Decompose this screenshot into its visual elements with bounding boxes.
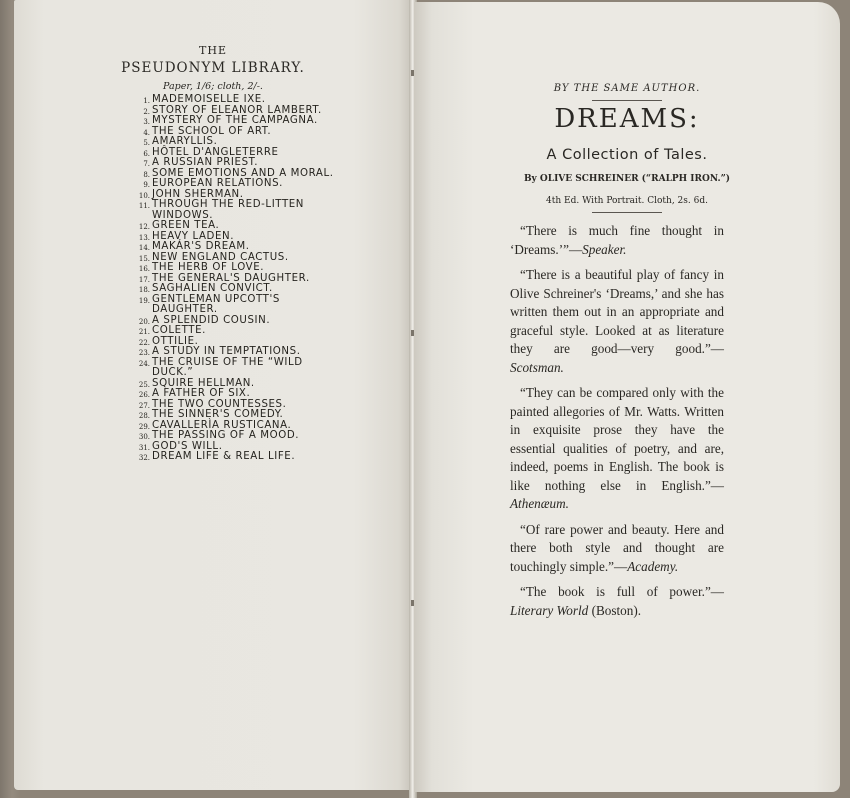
book-number: 21. <box>138 328 150 336</box>
book-title-entry: A STUDY IN TEMPTATIONS. <box>152 346 301 357</box>
book-title-entry: STORY OF ELEANOR LAMBERT. <box>152 104 322 116</box>
book-list-item <box>136 179 336 190</box>
book-title-entry: THROUGH THE RED-LITTEN WINDOWS. <box>152 199 305 221</box>
series-price: Paper, 1/6; cloth, 2/-. <box>163 81 263 92</box>
book-list-item <box>136 389 336 400</box>
book-title-entry: SAGHALIEN CONVICT. <box>152 283 273 294</box>
book-number: 7. <box>143 160 150 168</box>
book-number: 10. <box>138 191 150 200</box>
book-list-item <box>136 452 336 463</box>
book-title-entry: AMARYLLIS. <box>152 136 218 147</box>
book-title-entry: HEAVY LADEN. <box>152 230 235 242</box>
book-title-entry: A RUSSIAN PRIEST. <box>152 157 259 168</box>
book-title-entry: THE PASSING OF A MOOD. <box>152 430 300 441</box>
review-source-location: (Boston). <box>588 602 642 618</box>
book-number: 2. <box>143 107 150 116</box>
review-source: Speaker. <box>582 241 627 257</box>
book-list-item <box>136 221 336 232</box>
book-title-entry: THE SINNER'S COMEDY. <box>152 409 284 420</box>
book-title-entry: JOHN SHERMAN. <box>152 188 244 200</box>
book-number: 15. <box>138 254 150 263</box>
book-subtitle: A Collection of Tales. <box>546 147 708 163</box>
book-title-entry: HÔTEL D'ANGLETERRE <box>152 146 279 158</box>
book-list-item <box>136 295 336 316</box>
book-title-entry: MADEMOISELLE IXE. <box>152 94 266 105</box>
book-title-entry: THE HERB OF LOVE. <box>152 262 265 273</box>
book-list-item <box>136 95 336 106</box>
book-title-entry: GENTLEMAN UPCOTT'S DAUGHTER. <box>152 293 280 315</box>
book-title-entry: A FATHER OF SIX. <box>152 388 251 399</box>
review-text: “Of rare power and beauty. Here and there both style and thought are touchingly simple.”— <box>510 521 724 574</box>
book-number: 18. <box>138 286 150 294</box>
book-list-item <box>136 358 336 379</box>
book-title-entry: THE SCHOOL OF ART. <box>152 125 272 137</box>
book-list-item <box>136 242 336 253</box>
left-page <box>14 0 412 790</box>
book-list-item <box>136 431 336 442</box>
book-title-entry: GOD'S WILL. <box>152 440 223 452</box>
book-number: 19. <box>138 296 150 305</box>
book-number: 16. <box>138 265 150 273</box>
book-number: 26. <box>138 391 150 399</box>
review-source: Scotsman. <box>510 359 564 375</box>
book-number: 30. <box>138 433 150 441</box>
book-title-entry: MYSTERY OF THE CAMPAGNA. <box>152 115 318 126</box>
same-author-heading: BY THE SAME AUTHOR. <box>553 83 701 94</box>
divider-rule <box>592 212 662 213</box>
book-list-item <box>136 116 336 127</box>
book-number: 5. <box>143 139 150 147</box>
book-title-entry: SOME EMOTIONS AND A MORAL. <box>152 167 334 179</box>
book-list-item <box>136 326 336 337</box>
book-list-item <box>136 347 336 358</box>
book-number: 14. <box>138 244 150 252</box>
book-list <box>136 95 336 463</box>
review-source: Athenæum. <box>510 496 569 511</box>
book-number: 3. <box>143 118 150 126</box>
review-quote <box>510 222 724 259</box>
book-title-entry: NEW ENGLAND CACTUS. <box>152 251 289 263</box>
book-number: 20. <box>138 317 150 326</box>
book-list-item <box>136 137 336 148</box>
book-title-entry: COLETTE. <box>152 325 206 336</box>
book-number: 23. <box>138 349 150 357</box>
review-source: Academy. <box>627 558 679 574</box>
review-text: “There is a beautiful play of fancy in Olive Schreiner's ‘Dreams,’ and she has written them out in an appropriate and graceful style. Looked at as literature they are good—very good.”— <box>510 267 724 356</box>
book-list-item <box>136 410 336 421</box>
book-number: 31. <box>138 443 150 452</box>
book-number: 12. <box>138 223 150 231</box>
review-source: Literary World <box>510 602 589 618</box>
book-number: 28. <box>138 412 150 420</box>
book-number: 22. <box>138 338 150 347</box>
book-number: 25. <box>138 380 150 389</box>
book-title-entry: OTTILIE. <box>152 335 199 347</box>
book-title: DREAMS: <box>554 104 700 134</box>
book-number: 9. <box>143 181 150 189</box>
book-number: 1. <box>143 97 150 105</box>
book-title-entry: THE GENERAL'S DAUGHTER. <box>152 272 310 284</box>
book-number: 6. <box>143 149 150 158</box>
book-number: 13. <box>138 233 150 242</box>
review-quote <box>510 266 724 377</box>
book-title-entry: THE CRUISE OF THE “WILD DUCK.” <box>152 356 303 378</box>
book-title-entry: CAVALLERÌA RUSTICANA. <box>152 419 292 431</box>
review-text: “There is much fine thought in ‘Dreams.’”— <box>510 223 724 257</box>
review-quote <box>510 384 724 514</box>
book-number: 11. <box>138 202 150 210</box>
book-title-entry: EUROPEAN RELATIONS. <box>152 178 283 189</box>
book-number: 4. <box>143 128 150 137</box>
book-number: 24. <box>138 359 150 368</box>
series-the: THE <box>199 44 227 57</box>
review-text: “The book is full of power.”— <box>520 584 724 599</box>
book-list-item <box>136 284 336 295</box>
review-quote <box>510 583 724 620</box>
book-number: 27. <box>138 401 150 410</box>
book-number: 32. <box>138 454 150 462</box>
book-title-entry: DREAM LIFE & REAL LIFE. <box>152 451 296 462</box>
book-number: 29. <box>138 422 150 431</box>
review-text: “They can be compared only with the painted allegories of Mr. Watts. Written in exquisite prose they have the essential qualities of poetry, and are, indeed, poems in English. The book is like nothing else in English.”— <box>510 385 724 493</box>
book-number: 17. <box>138 275 150 284</box>
series-name: PSEUDONYM LIBRARY. <box>121 60 305 76</box>
book-title-entry: SQUIRE HELLMAN. <box>152 377 255 389</box>
book-title-entry: MAKÁR'S DREAM. <box>152 241 250 252</box>
press-reviews <box>510 222 724 627</box>
book-title-entry: GREEN TEA. <box>152 220 220 231</box>
edition-info: 4th Ed. With Portrait. Cloth, 2s. 6d. <box>546 196 708 206</box>
divider-rule <box>592 100 662 101</box>
book-list-item <box>136 158 336 169</box>
book-list-item <box>136 200 336 221</box>
book-list-item <box>136 263 336 274</box>
author-byline: By OLIVE SCHREINER (“RALPH IRON.”) <box>523 174 731 184</box>
book-title-entry: A SPLENDID COUSIN. <box>152 314 271 326</box>
review-quote <box>510 521 724 577</box>
book-title-entry: THE TWO COUNTESSES. <box>152 398 287 410</box>
book-number: 8. <box>143 170 150 179</box>
right-page <box>414 2 840 792</box>
